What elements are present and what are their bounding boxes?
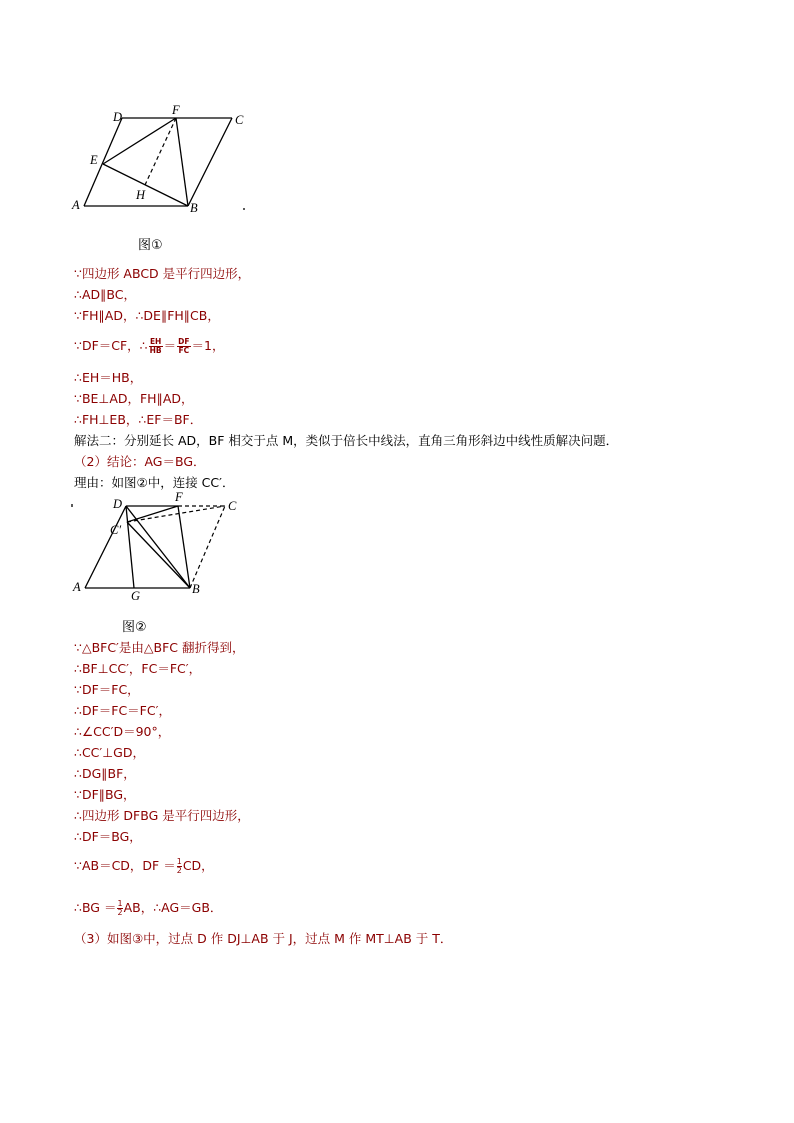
figure-2-parallelogram [0, 490, 794, 620]
text-line: ∴四边形 DFBG 是平行四边形， [74, 808, 250, 823]
numerator: 1 [176, 857, 182, 866]
label-C: C [228, 499, 237, 513]
denominator: FC [178, 346, 190, 355]
text-line: ∴DF＝BG， [74, 829, 142, 844]
text-line-fraction [74, 900, 222, 917]
label-D: D [113, 110, 123, 124]
fraction-EH-HB [149, 338, 163, 355]
text-line: ∴AD∥BC， [74, 287, 136, 302]
text-line: 解法二：分别延长 AD，BF 相交于点 M，类似于倍长中线法，直角三角形斜边中线性质解决问题． [74, 433, 619, 448]
fraction-DF-FC [177, 338, 190, 355]
label-F: F [175, 490, 183, 504]
segment-DG [126, 506, 134, 588]
numerator: 1 [117, 899, 123, 908]
numerator: DF [178, 337, 190, 346]
figure-2-caption: 图② [122, 620, 147, 635]
edge-BC [188, 118, 232, 206]
text-line: ∵BE⊥AD，FH∥AD， [74, 391, 194, 406]
text-line: ∴∠CC′D＝90°， [74, 724, 171, 739]
label-H: H [136, 188, 146, 202]
text-part: AB，∴AG＝GB． [123, 900, 223, 915]
text-line: ∴CC′⊥GD， [74, 745, 145, 760]
text-line: ∴BF⊥CC′，FC＝FC′， [74, 661, 202, 676]
label-G: G [131, 589, 141, 603]
text-line: ∵FH∥AD，∴DE∥FH∥CB， [74, 308, 220, 323]
equals-sign: ＝ [163, 338, 177, 353]
denominator: HB [149, 346, 162, 355]
text-part: ＝1， [191, 338, 225, 353]
text-line: ∴FH⊥EB，∴EF＝BF． [74, 412, 203, 427]
text-part: CD， [182, 858, 214, 873]
edge-BC-dashed [190, 506, 225, 588]
fraction-one-half [177, 858, 182, 875]
text-line: ∵四边形 ABCD 是平行四边形， [74, 266, 251, 281]
label-E: E [90, 153, 98, 167]
text-line: （3）如图③中，过点 D 作 DJ⊥AB 于 J，过点 M 作 MT⊥AB 于 T． [74, 931, 453, 946]
label-C: C [235, 113, 244, 127]
edge-AD [85, 506, 126, 588]
label-A: A [73, 580, 81, 594]
label-D: D [113, 497, 123, 511]
denominator: 2 [176, 866, 182, 875]
text-line: ∵DF∥BG， [74, 787, 136, 802]
text-line: ∵△BFC′是由△BFC 翻折得到， [74, 640, 245, 655]
label-A: A [72, 198, 80, 212]
segment-CpB [127, 522, 190, 588]
segment-CCp-dashed [127, 506, 225, 522]
figure-1-parallelogram [0, 0, 794, 240]
numerator: EH [149, 337, 162, 346]
denominator: 2 [117, 908, 123, 917]
text-line: ∴DF＝FC＝FC′， [74, 703, 171, 718]
fraction-one-half [117, 900, 122, 917]
text-line-fraction [74, 858, 214, 875]
segment-FB [176, 118, 188, 206]
label-C-prime: C′ [110, 523, 122, 537]
text-line: ∴EH＝HB， [74, 370, 143, 385]
segment-EF [103, 118, 176, 164]
label-B: B [190, 201, 198, 215]
text-part: ∵DF＝CF，∴ [74, 338, 148, 353]
text-line: （2）结论：AG＝BG． [74, 454, 206, 469]
text-line-fraction [74, 338, 224, 355]
figure-1-caption: 图① [138, 238, 163, 253]
text-line: ∴DG∥BF， [74, 766, 136, 781]
label-B: B [192, 582, 200, 596]
text-line: ∵DF＝FC， [74, 682, 140, 697]
segment-FCp [127, 506, 178, 522]
label-F: F [172, 103, 180, 117]
text-part: ∴BG ＝ [74, 900, 117, 915]
text-line: 理由：如图②中，连接 CC′． [74, 475, 235, 490]
text-part: ∵AB＝CD，DF ＝ [74, 858, 176, 873]
